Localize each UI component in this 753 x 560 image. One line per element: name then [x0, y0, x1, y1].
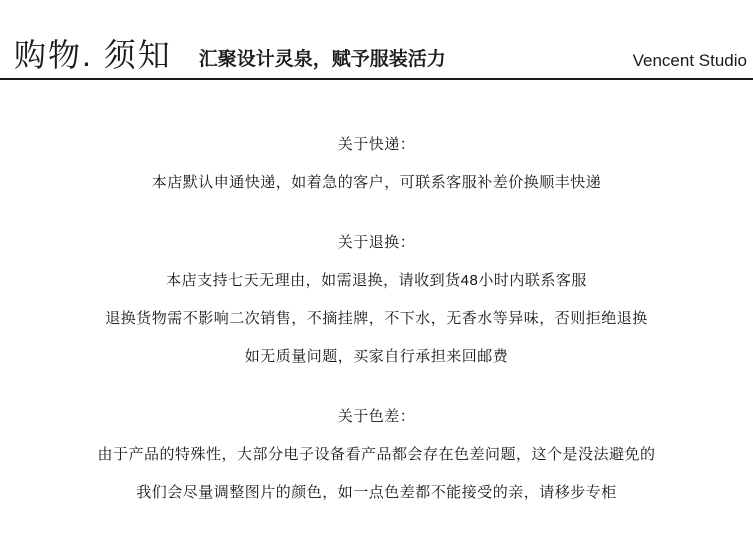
section-color-difference-line: 我们会尽量调整图片的颜色，如一点色差都不能接受的亲，请移步专柜	[136, 484, 617, 501]
notice-body	[0, 80, 753, 504]
section-returns	[0, 232, 753, 368]
page-title: 购物. 须知	[14, 37, 172, 73]
section-returns-line: 退换货物需不影响二次销售，不摘挂牌，不下水，无香水等异味，否则拒绝退换	[105, 310, 648, 327]
brand-name: Vencent Studio	[632, 51, 747, 70]
section-returns-line: 如无质量问题，买家自行承担来回邮费	[244, 348, 509, 365]
header	[0, 0, 753, 78]
header-left	[14, 39, 446, 71]
section-shipping-heading: 关于快递：	[337, 136, 416, 153]
section-returns-line: 本店支持七天无理由，如需退换，请收到货48小时内联系客服	[166, 272, 587, 289]
section-color-difference-heading: 关于色差：	[337, 408, 416, 425]
section-shipping-line: 本店默认申通快递，如着急的客户，可联系客服补差价换顺丰快递	[151, 174, 602, 191]
section-shipping	[0, 134, 753, 194]
section-returns-heading: 关于退换：	[337, 234, 416, 251]
section-color-difference	[0, 406, 753, 504]
tagline: 汇聚设计灵泉，赋予服装活力	[198, 49, 446, 70]
section-color-difference-line: 由于产品的特殊性，大部分电子设备看产品都会存在色差问题，这个是没法避免的	[97, 446, 656, 463]
